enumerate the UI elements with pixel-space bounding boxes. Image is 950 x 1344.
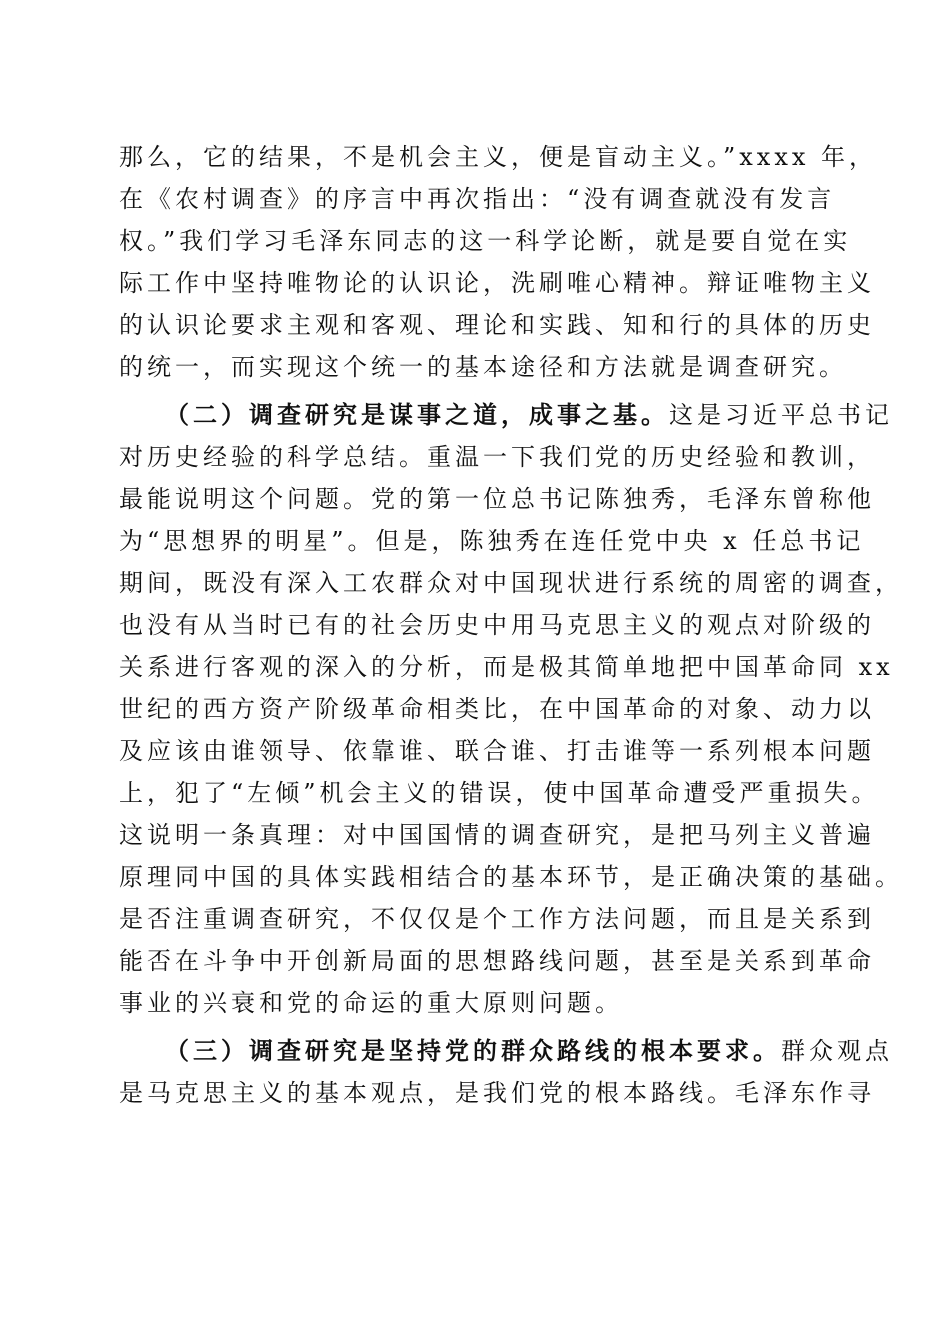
text-line: 权。”我们学习毛泽东同志的这一科学论断，就是要自觉在实 [119, 227, 852, 255]
text-line: 那么，它的结果，不是机会主义，便是盲动主义。”xxxx 年， [119, 143, 878, 171]
text-line: 关系进行客观的深入的分析，而是极其简单地把中国革命同 xx [119, 653, 894, 681]
text-run: 群众观点 [781, 1037, 893, 1065]
text-line: 的认识论要求主观和客观、理论和实践、知和行的具体的历史 [119, 311, 875, 339]
text-line: 及应该由谁领导、依靠谁、联合谁、打击谁等一系列根本问题 [119, 737, 875, 765]
text-line: 在《农村调查》的序言中再次指出：“没有调查就没有发言 [119, 185, 836, 213]
text-line: 原理同中国的具体实践相结合的基本环节，是正确决策的基础。 [119, 863, 903, 891]
text-line: 对历史经验的科学总结。重温一下我们党的历史经验和教训， [119, 443, 875, 471]
section-2-first-line [165, 398, 893, 432]
text-line: 能否在斗争中开创新局面的思想路线问题，甚至是关系到革命 [119, 947, 875, 975]
text-run: 这是习近平总书记 [669, 401, 893, 429]
text-line: 是马克思主义的基本观点，是我们党的根本路线。毛泽东作寻 [119, 1079, 875, 1107]
section-2-heading: （二）调查研究是谋事之道，成事之基。 [165, 400, 669, 429]
text-line: 世纪的西方资产阶级革命相类比，在中国革命的对象、动力以 [119, 695, 875, 723]
text-line: 的统一，而实现这个统一的基本途径和方法就是调查研究。 [119, 353, 847, 381]
text-line: 是否注重调查研究，不仅仅是个工作方法问题，而且是关系到 [119, 905, 875, 933]
section-3-first-line [165, 1034, 893, 1068]
text-line: 期间，既没有深入工农群众对中国现状进行系统的周密的调查， [119, 569, 903, 597]
text-line: 也没有从当时已有的社会历史中用马克思主义的观点对阶级的 [119, 611, 875, 639]
text-line: 上，犯了“左倾”机会主义的错误，使中国革命遭受严重损失。 [119, 779, 880, 807]
text-line: 际工作中坚持唯物论的认识论，洗刷唯心精神。辩证唯物主义 [119, 269, 875, 297]
text-line: 最能说明这个问题。党的第一位总书记陈独秀，毛泽东曾称他 [119, 485, 875, 513]
text-line: 这说明一条真理：对中国国情的调查研究，是把马列主义普遍 [119, 821, 875, 849]
text-line: 为“思想界的明星”。但是，陈独秀在连任党中央 x 任总书记 [119, 527, 865, 555]
text-line: 事业的兴衰和党的命运的重大原则问题。 [119, 989, 623, 1017]
section-3-heading: （三）调查研究是坚持党的群众路线的根本要求。 [165, 1036, 781, 1065]
